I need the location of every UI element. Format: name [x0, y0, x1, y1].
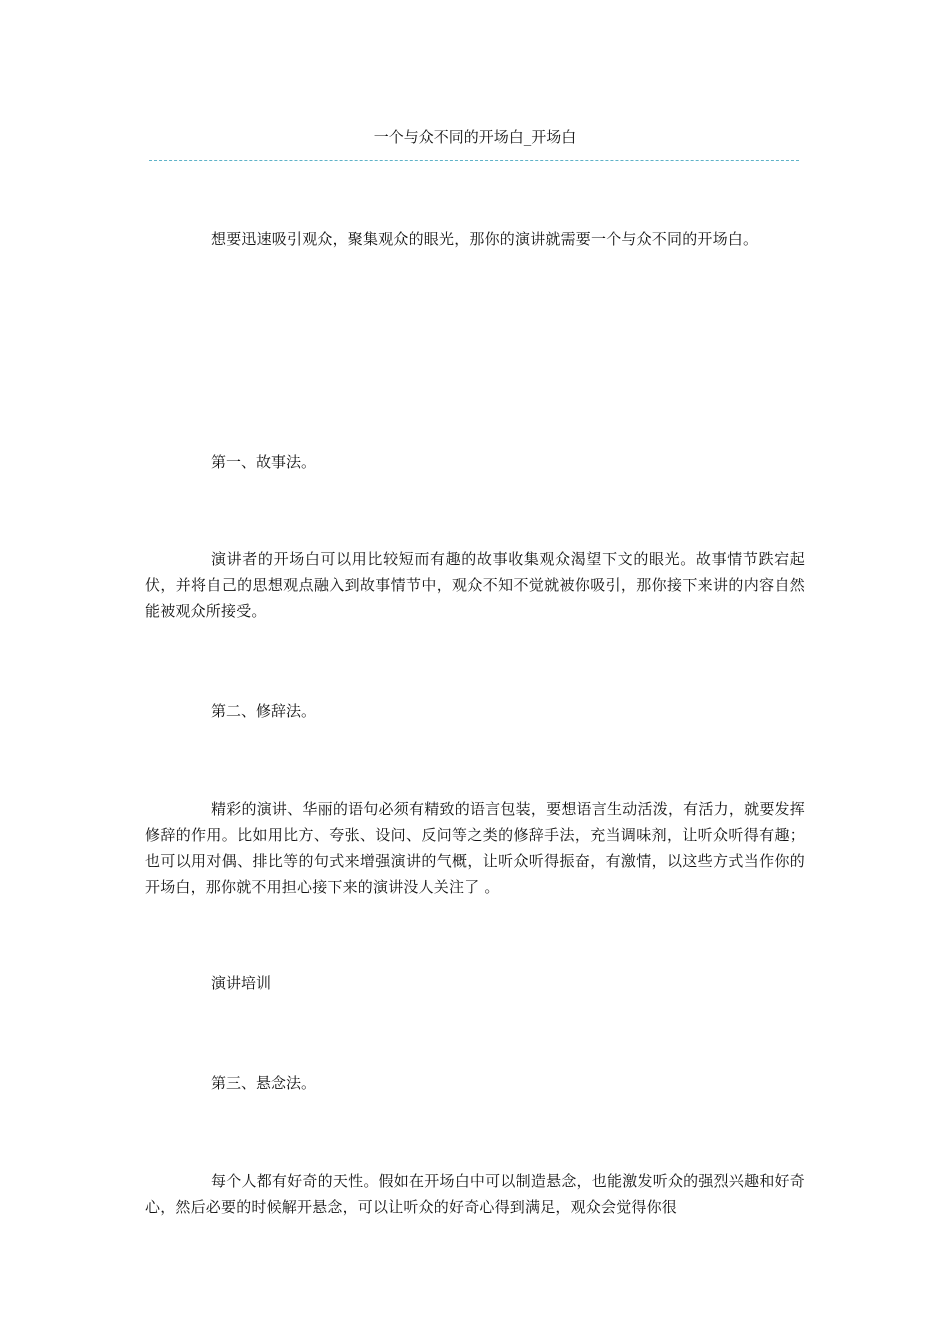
- section-body-rhetoric: 精彩的演讲、华丽的语句必须有精致的语言包装，要想语言生动活泼，有活力，就要发挥修辞的作用。比如用比方、夸张、设问、反问等之类的修辞手法，充当调味剂，让听众听得有趣；也可以用对偶、排比等的句式来增强演讲的气概，让听众听得振奋，有激情，以这些方式当作你的开场白，那你就不用担心接下来的演讲没人关注了 。: [145, 800, 805, 896]
- aside-label: 演讲培训: [211, 974, 272, 992]
- section-heading-rhetoric: 第二、修辞法。: [211, 702, 317, 720]
- section-body-suspense: 每个人都有好奇的天性。假如在开场白中可以制造悬念，也能激发听众的强烈兴趣和好奇心，然后必要的时候解开悬念，可以让听众的好奇心得到满足，观众会觉得你很: [145, 1172, 805, 1216]
- section-heading-suspense: 第三、悬念法。: [211, 1074, 317, 1092]
- title-divider: [149, 160, 799, 161]
- page-title: 一个与众不同的开场白_开场白: [373, 128, 577, 146]
- section-body-story: 演讲者的开场白可以用比较短而有趣的故事收集观众渴望下文的眼光。故事情节跌宕起伏，并将自己的思想观点融入到故事情节中，观众不知不觉就被你吸引，那你接下来讲的内容自然能被观众所接受。: [145, 550, 805, 620]
- section-heading-story: 第一、故事法。: [211, 453, 317, 471]
- intro-paragraph: 想要迅速吸引观众，聚集观众的眼光，那你的演讲就需要一个与众不同的开场白。: [211, 230, 759, 248]
